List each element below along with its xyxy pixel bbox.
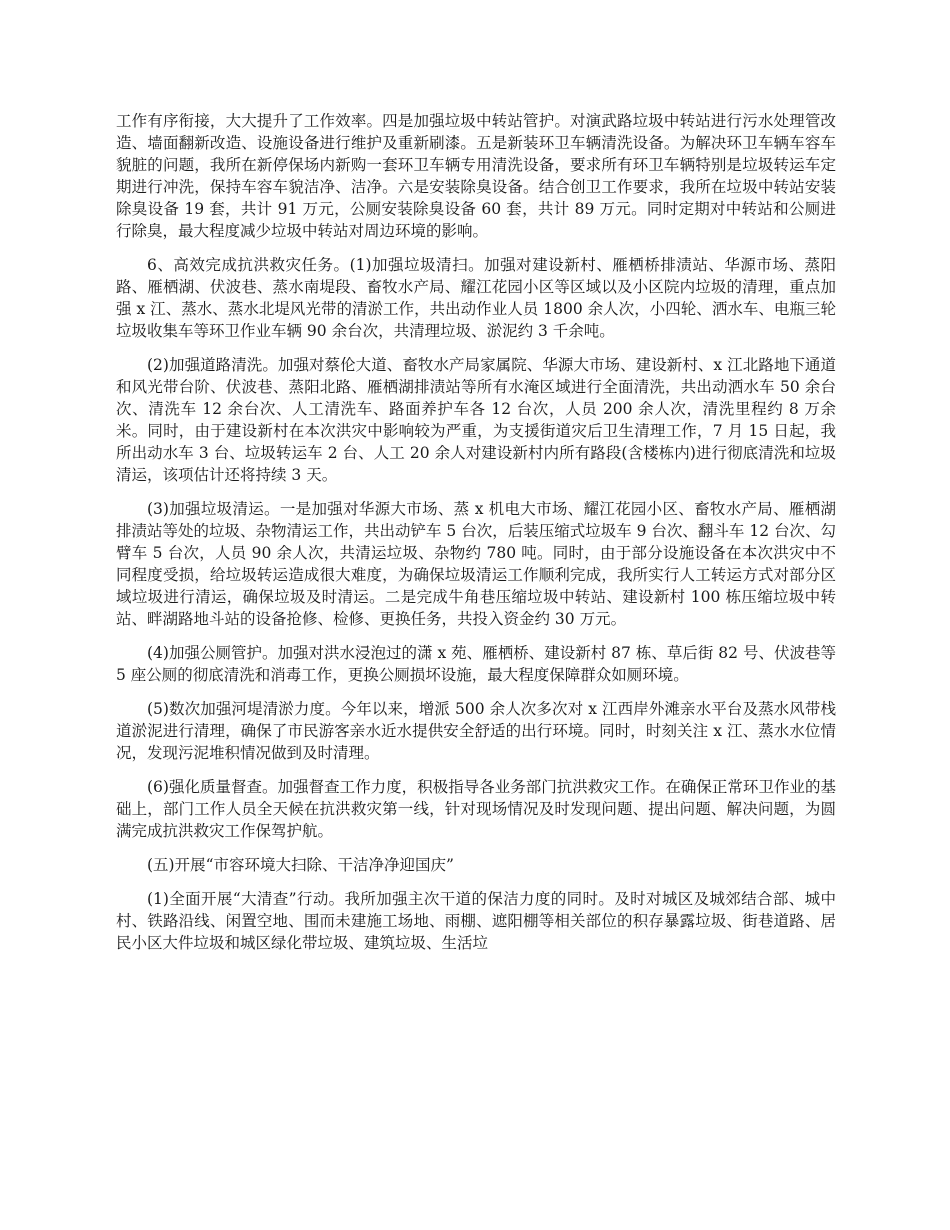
paragraph-3: (2)加强道路清洗。加强对蔡伦大道、畜牧水产局家属院、华源大市场、建设新村、x 江北路地下通道和风光带台阶、伏波巷、蒸阳北路、雁栖湖排渍站等所有水淹区域进行全面清洗，共出动洒水车 50 余台次、清洗车 12 余台次、人工清洗车、路面养护车各 12 台次，人员 200 余人次，清洗里程约 8 万余米。同时，由于建设新村在本次洪灾中影响较为严重，为支援街道灾后卫生清理工作，7 月 15 日起，我所出动水车 3 台、垃圾转运车 2 台、人工 20 余人对建设新村内所有路段(含楼栋内)进行彻底清洗和垃圾清运，该项估计还将持续 3 天。 bbox=[116, 356, 836, 484]
paragraph-1: 工作有序衔接，大大提升了工作效率。四是加强垃圾中转站管护。对演武路垃圾中转站进行污水处理管改造、墙面翻新改造、设施设备进行维护及重新刷漆。五是新装环卫车辆清洗设备。为解决环卫车辆车容车貌脏的问题，我所在新停保场内新购一套环卫车辆专用清洗设备，要求所有环卫车辆特别是垃圾转运车定期进行冲洗，保持车容车貌洁净、洁净。六是安装除臭设备。结合创卫工作要求，我所在垃圾中转站安装除臭设备 19 套，共计 91 万元，公厕安装除臭设备 60 套，共计 89 万元。同时定期对中转站和公厕进行除臭，最大程度减少垃圾中转站对周边环境的影响。 bbox=[116, 112, 836, 240]
document-body bbox=[116, 110, 836, 966]
paragraph-8: (1)全面开展“大清查”行动。我所加强主次干道的保洁力度的同时。及时对城区及城郊结合部、城中村、铁路沿线、闲置空地、围而未建施工场地、雨棚、遮阳棚等相关部位的积存暴露垃圾、街巷道路、居民小区大件垃圾和城区绿化带垃圾、建筑垃圾、生活垃 bbox=[116, 890, 836, 952]
paragraph-4: (3)加强垃圾清运。一是加强对华源大市场、蒸 x 机电大市场、耀江花园小区、畜牧水产局、雁栖湖排渍站等处的垃圾、杂物清运工作，共出动铲车 5 台次，后装压缩式垃圾车 9 台次、翻斗车 12 台次、勾臂车 5 台次，人员 90 余人次，共清运垃圾、杂物约 780 吨。同时，由于部分设施设备在本次洪灾中不同程度受损，给垃圾转运造成很大难度，为确保垃圾清运工作顺利完成，我所实行人工转运方式对部分区域垃圾进行清运，确保垃圾及时清运。二是完成牛角巷压缩垃圾中转站、建设新村 100 栋压缩垃圾中转站、畔湖路地斗站的设备抢修、检修、更换任务，共投入资金约 30 万元。 bbox=[116, 500, 837, 628]
paragraph-5: (4)加强公厕管护。加强对洪水浸泡过的潇 x 苑、雁栖桥、建设新村 87 栋、草后街 82 号、伏波巷等 5 座公厕的彻底清洗和消毒工作，更换公厕损坏设施，最大程度保障群众如厕环境。 bbox=[116, 644, 836, 684]
paragraph-6: (5)数次加强河堤清淤力度。今年以来，增派 500 余人次多次对 x 江西岸外滩亲水平台及蒸水风带栈道淤泥进行清理，确保了市民游客亲水近水提供安全舒适的出行环境。同时，时刻关注 x 江、蒸水水位情况，发现污泥堆积情况做到及时清理。 bbox=[116, 700, 836, 762]
paragraph-7: (6)强化质量督查。加强督查工作力度，积极指导各业务部门抗洪救灾工作。在确保正常环卫作业的基础上，部门工作人员全天候在抗洪救灾第一线，针对现场情况及时发现问题、提出问题、解决问题，为圆满完成抗洪救灾工作保驾护航。 bbox=[116, 778, 836, 840]
paragraph-2: 6、高效完成抗洪救灾任务。(1)加强垃圾清扫。加强对建设新村、雁栖桥排渍站、华源市场、蒸阳路、雁栖湖、伏波巷、蒸水南堤段、畜牧水产局、耀江花园小区等区域以及小区院内垃圾的清理，重点加强 x 江、蒸水、蒸水北堤风光带的清淤工作，共出动作业人员 1800 余人次，小四轮、洒水车、电瓶三轮垃圾收集车等环卫作业车辆 90 余台次，共清理垃圾、淤泥约 3 千余吨。 bbox=[116, 256, 836, 340]
section-heading: (五)开展“市容环境大扫除、干洁净净迎国庆” bbox=[147, 856, 454, 874]
